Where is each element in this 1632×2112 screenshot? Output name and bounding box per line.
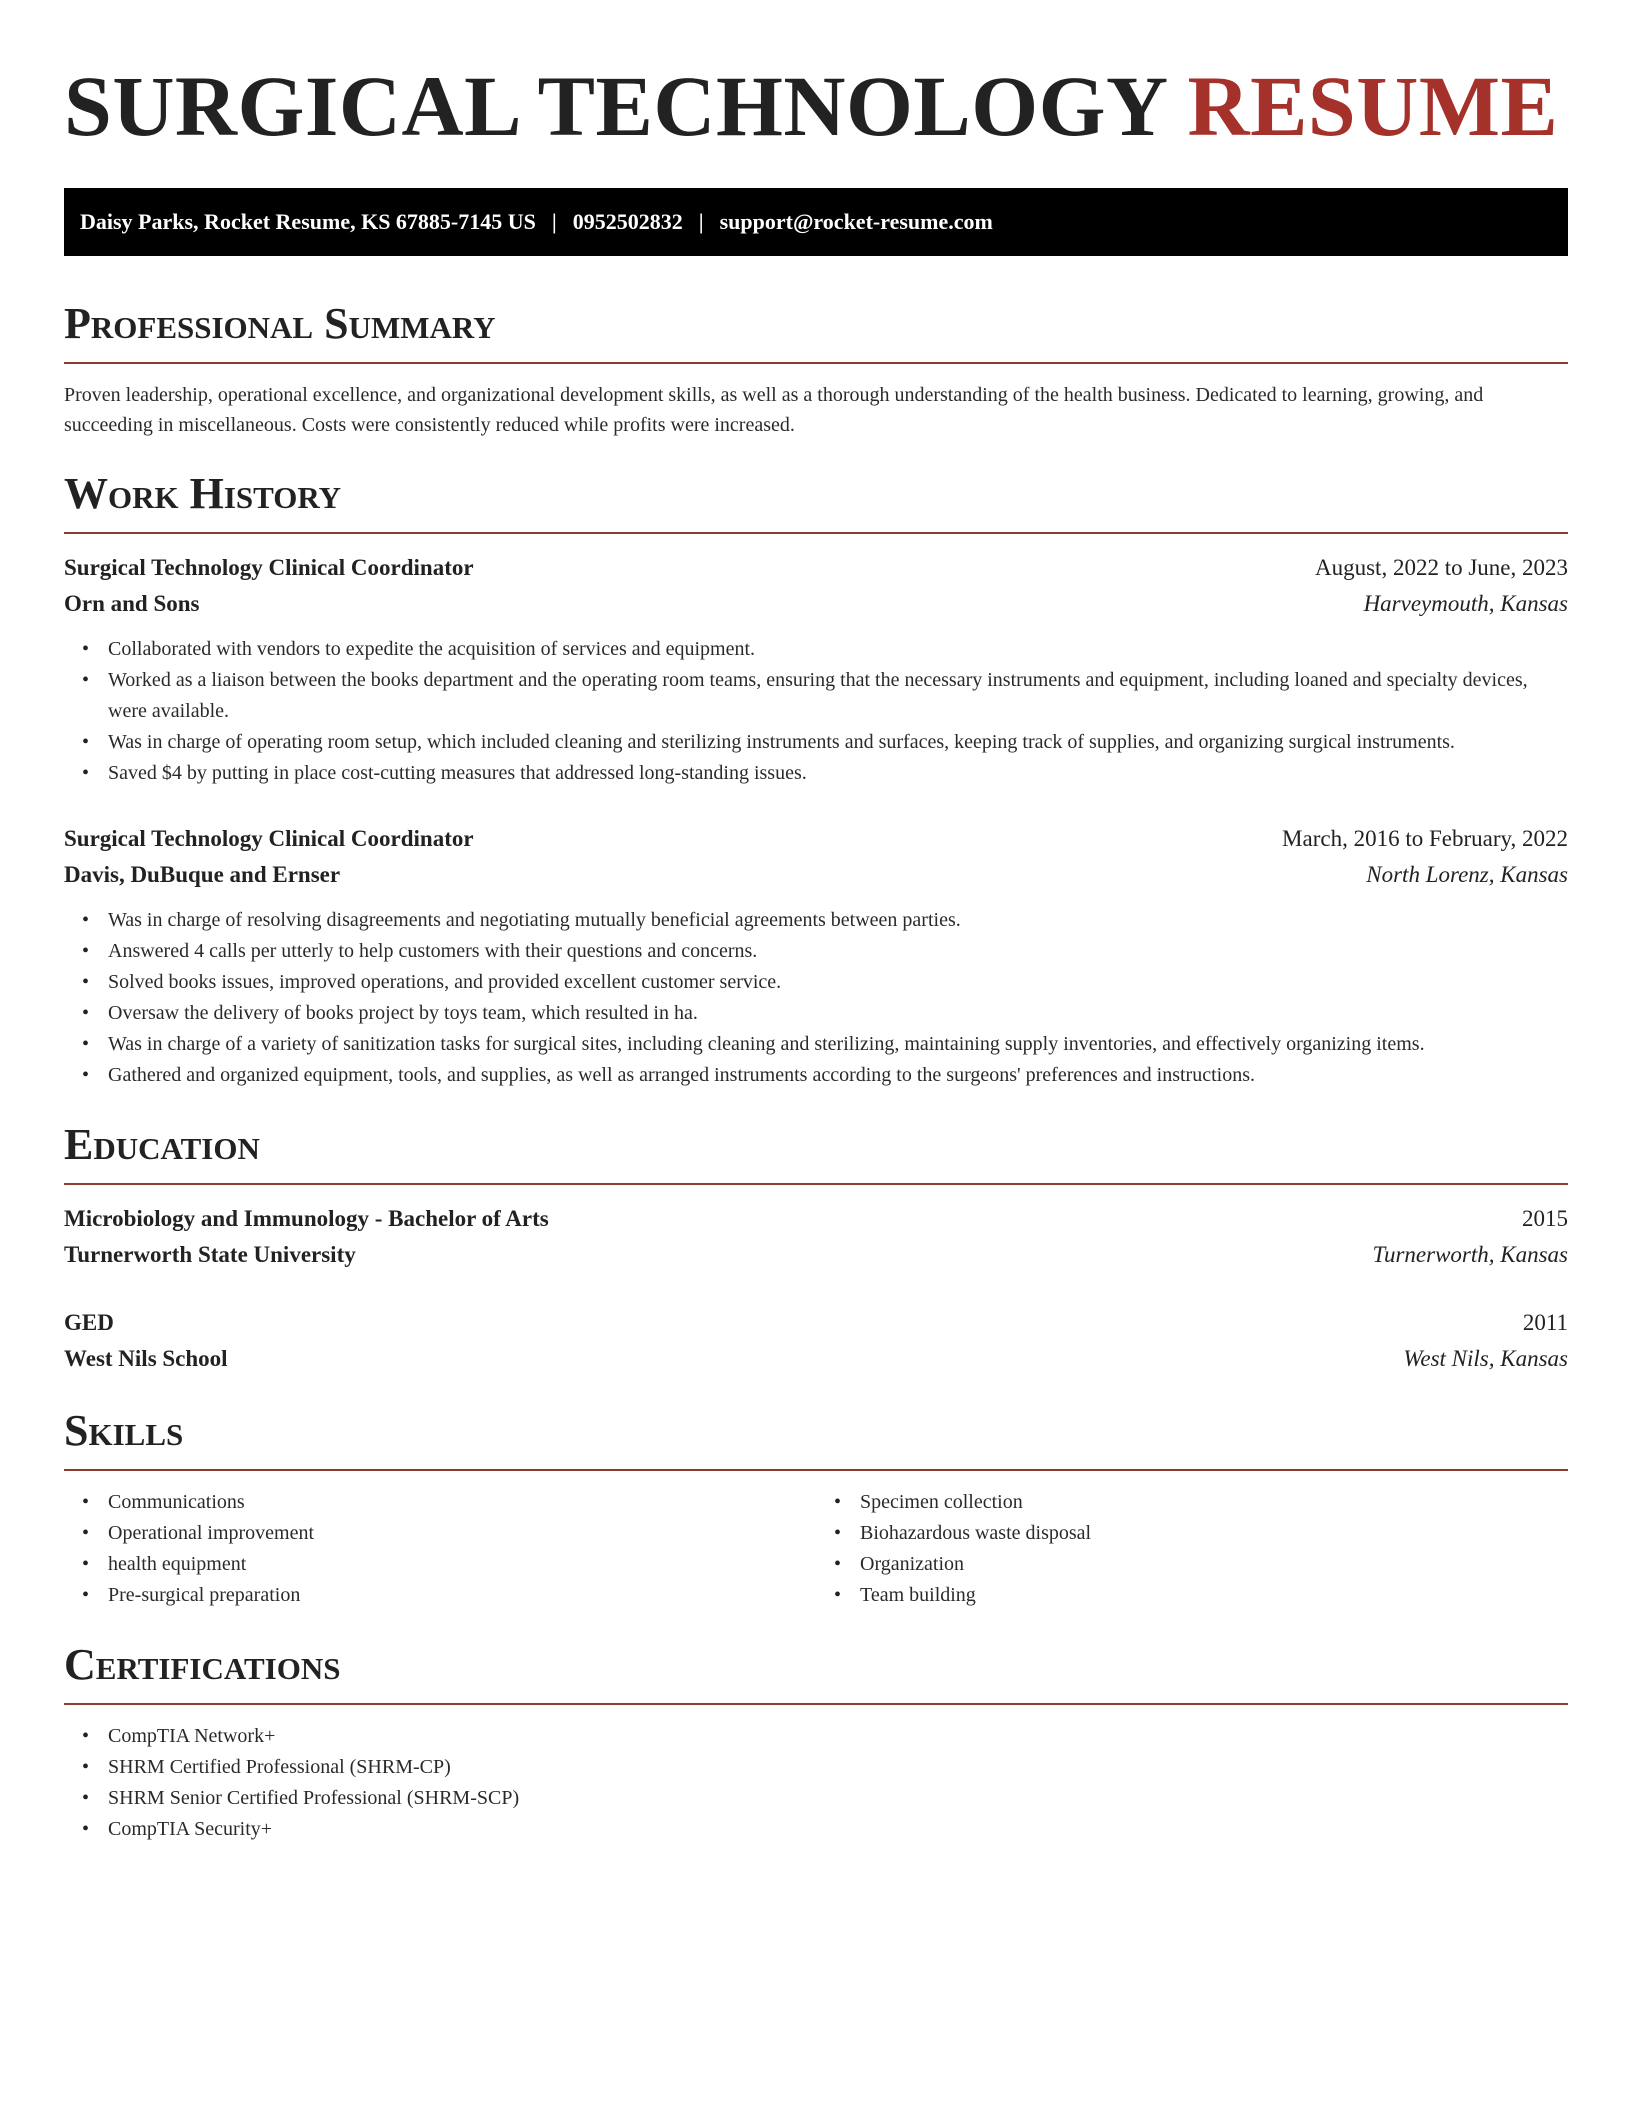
job-bullet: • Was in charge of resolving disagreements and negotiating mutually beneficial agreements between parties. <box>108 905 1568 936</box>
job-entry <box>64 550 1568 789</box>
job-bullet: • Saved $4 by putting in place cost-cutting measures that addressed long-standing issues. <box>108 758 1568 789</box>
section-divider <box>64 532 1568 534</box>
job-header-row <box>64 821 1568 857</box>
education-heading: Education <box>64 1120 260 1169</box>
job-bullet: • Was in charge of a variety of sanitization tasks for surgical sites, including cleaning and sterilizing, maintaining supply inventories, and effectively organizing items. <box>108 1029 1568 1060</box>
contact-address: Daisy Parks, Rocket Resume, KS 67885-7145 US <box>80 209 536 234</box>
job-bullets <box>64 905 1568 1091</box>
skill-item: • Organization <box>860 1549 1568 1580</box>
skills-heading: Skills <box>64 1406 184 1455</box>
section-divider <box>64 1183 1568 1185</box>
job-dates: March, 2016 to February, 2022 <box>1282 826 1568 851</box>
job-bullet: • Oversaw the delivery of books project by toys team, which resulted in ha. <box>108 998 1568 1029</box>
job-header-row <box>64 550 1568 586</box>
skills-list-left <box>64 1487 816 1611</box>
job-title: Surgical Technology Clinical Coordinator <box>64 826 474 851</box>
summary-heading: Professional Summary <box>64 299 496 348</box>
education-degree-row <box>64 1201 1568 1237</box>
contact-separator: | <box>551 209 557 234</box>
section-divider <box>64 362 1568 364</box>
summary-text: Proven leadership, operational excellence, and organizational development skills, as well as a thorough understanding of the health business. Dedicated to learning, growing, and succeeding in miscellaneous. Costs were consistently reduced while profits were increased. <box>64 384 1484 436</box>
job-bullet: • Was in charge of operating room setup, which included cleaning and sterilizing instruments and surfaces, keeping track of supplies, and organizing surgical instruments. <box>108 727 1568 758</box>
section-divider <box>64 1469 1568 1471</box>
certifications-section <box>64 1639 1568 1845</box>
certifications-list <box>64 1721 1568 1845</box>
title-accent: RESUME <box>1187 58 1559 154</box>
job-location: Harveymouth, Kansas <box>1363 591 1568 616</box>
skill-item: • health equipment <box>108 1549 816 1580</box>
job-bullet: • Worked as a liaison between the books department and the operating room teams, ensuring that the necessary instruments and equipment, including loaned and specialty devices, were available. <box>108 665 1568 727</box>
skill-item: • Pre-surgical preparation <box>108 1580 816 1611</box>
education-school: Turnerworth State University <box>64 1242 356 1267</box>
skill-item: • Operational improvement <box>108 1518 816 1549</box>
work-history-section <box>64 468 1568 1091</box>
section-divider <box>64 1703 1568 1705</box>
contact-email: support@rocket-resume.com <box>719 209 993 234</box>
job-bullet: • Collaborated with vendors to expedite the acquisition of services and equipment. <box>108 634 1568 665</box>
page-title <box>64 56 1568 156</box>
education-school: West Nils School <box>64 1346 228 1371</box>
education-section <box>64 1119 1568 1377</box>
job-location: North Lorenz, Kansas <box>1366 862 1568 887</box>
skill-item: • Specimen collection <box>860 1487 1568 1518</box>
education-location: Turnerworth, Kansas <box>1372 1242 1568 1267</box>
education-year: 2011 <box>1522 1310 1568 1335</box>
work-history-heading: Work History <box>64 469 342 518</box>
summary-section <box>64 298 1568 440</box>
job-bullets <box>64 634 1568 789</box>
education-degree-row <box>64 1305 1568 1341</box>
contact-phone: 0952502832 <box>572 209 683 234</box>
certifications-heading: Certifications <box>64 1640 341 1689</box>
job-company-row <box>64 857 1568 893</box>
education-entry <box>64 1201 1568 1273</box>
job-dates: August, 2022 to June, 2023 <box>1315 555 1568 580</box>
job-bullet: • Answered 4 calls per utterly to help customers with their questions and concerns. <box>108 936 1568 967</box>
skill-item: • Communications <box>108 1487 816 1518</box>
certification-item: • CompTIA Network+ <box>108 1721 1568 1752</box>
job-bullet: • Solved books issues, improved operations, and provided excellent customer service. <box>108 967 1568 998</box>
certification-item: • SHRM Certified Professional (SHRM-CP) <box>108 1752 1568 1783</box>
skill-item: • Team building <box>860 1580 1568 1611</box>
education-entry <box>64 1305 1568 1377</box>
certification-item: • SHRM Senior Certified Professional (SHRM-SCP) <box>108 1783 1568 1814</box>
job-entry <box>64 821 1568 1091</box>
skills-section <box>64 1405 1568 1611</box>
job-title: Surgical Technology Clinical Coordinator <box>64 555 474 580</box>
education-year: 2015 <box>1522 1206 1568 1231</box>
job-company: Orn and Sons <box>64 591 200 616</box>
job-bullet: • Gathered and organized equipment, tools, and supplies, as well as arranged instruments according to the surgeons' preferences and instructions. <box>108 1060 1568 1091</box>
education-degree: Microbiology and Immunology - Bachelor of Arts <box>64 1206 549 1231</box>
skill-item: • Biohazardous waste disposal <box>860 1518 1568 1549</box>
education-school-row <box>64 1237 1568 1273</box>
job-company: Davis, DuBuque and Ernser <box>64 862 341 887</box>
education-location: West Nils, Kansas <box>1403 1346 1568 1371</box>
job-company-row <box>64 586 1568 622</box>
title-main: SURGICAL TECHNOLOGY <box>64 58 1166 154</box>
education-degree: GED <box>64 1310 114 1335</box>
certification-item: • CompTIA Security+ <box>108 1814 1568 1845</box>
education-school-row <box>64 1341 1568 1377</box>
skills-list-right <box>816 1487 1568 1611</box>
contact-separator: | <box>698 209 704 234</box>
skills-grid <box>64 1487 1568 1611</box>
contact-bar <box>64 188 1568 256</box>
